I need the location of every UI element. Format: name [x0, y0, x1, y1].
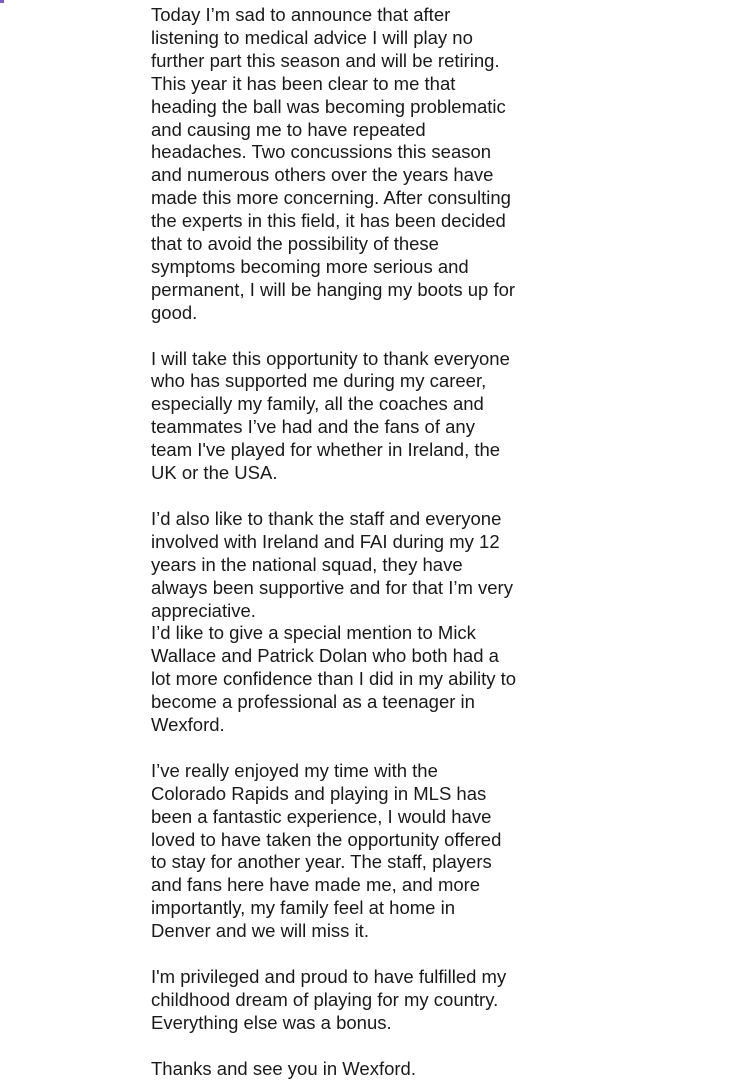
paragraph-spacer: [151, 325, 551, 348]
text-line: and causing me to have repeated: [151, 118, 426, 140]
text-line: Today I’m sad to announce that after: [151, 4, 451, 25]
text-line: childhood dream of playing for my country.: [151, 988, 499, 1010]
text-line: teammates I’ve had and the fans of any: [151, 416, 475, 438]
text-line: I’ve really enjoyed my time with the: [151, 759, 438, 781]
text-line: always been supportive and for that I’m very: [151, 576, 513, 598]
text-line: the experts in this field, it has been decided: [151, 210, 506, 232]
text-line: headaches. Two concussions this season: [151, 141, 492, 163]
text-line: become a professional as a teenager in: [151, 691, 475, 713]
text-line: Colorado Rapids and playing in MLS has: [151, 782, 487, 804]
text-line: This year it has been clear to me that: [151, 72, 456, 94]
text-line: made this more concerning. After consulting: [151, 187, 511, 209]
text-line: heading the ball was becoming problematic: [151, 95, 506, 117]
text-line: involved with Ireland and FAI during my 12: [151, 530, 500, 552]
text-line: especially my family, all the coaches and: [151, 393, 484, 415]
paragraph-thanks-fai: [151, 508, 551, 623]
retirement-statement: [151, 4, 551, 1081]
text-line: team I've played for whether in Ireland, the: [151, 439, 501, 461]
text-line: Wallace and Patrick Dolan who both had a: [151, 645, 499, 667]
paragraph-announcement: [151, 4, 551, 325]
text-line: appreciative.: [151, 599, 256, 621]
text-line: lot more confidence than I did in my ability to: [151, 668, 517, 690]
text-line: Denver and we will miss it.: [151, 920, 369, 942]
text-line: loved to have taken the opportunity offered: [151, 828, 502, 850]
text-line: been a fantastic experience, I would have: [151, 805, 492, 827]
text-line: that to avoid the possibility of these: [151, 233, 439, 255]
text-line: I will take this opportunity to thank everyone: [151, 347, 510, 369]
paragraph-spacer: [151, 943, 551, 966]
text-line: good.: [151, 301, 198, 323]
text-line: I'm privileged and proud to have fulfilled my: [151, 966, 507, 987]
text-line: symptoms becoming more serious and: [151, 255, 469, 277]
text-line: Everything else was a bonus.: [151, 1011, 392, 1033]
corner-accent-mark: [0, 0, 4, 3]
text-line: and numerous others over the years have: [151, 164, 494, 186]
text-line: I’d also like to thank the staff and everyone: [151, 507, 502, 529]
paragraph-signoff: [151, 1058, 551, 1081]
paragraph-thanks-supporters: [151, 348, 551, 485]
text-line: to stay for another year. The staff, players: [151, 851, 492, 873]
text-line: Wexford.: [151, 714, 225, 736]
text-line: Thanks and see you in Wexford.: [151, 1057, 416, 1079]
paragraph-privileged: [151, 966, 551, 1035]
paragraph-spacer: [151, 737, 551, 760]
text-line: and fans here have made me, and more: [151, 874, 481, 896]
paragraph-spacer: [151, 485, 551, 508]
paragraph-special-mention: [151, 622, 551, 737]
paragraph-spacer: [151, 1035, 551, 1058]
text-line: UK or the USA.: [151, 462, 278, 484]
text-line: years in the national squad, they have: [151, 553, 463, 575]
text-line: listening to medical advice I will play no: [151, 26, 473, 48]
text-line: further part this season and will be retiring.: [151, 49, 500, 71]
text-line: who has supported me during my career,: [151, 370, 487, 392]
text-line: I’d like to give a special mention to Mick: [151, 622, 476, 644]
text-line: importantly, my family feel at home in: [151, 897, 455, 919]
text-line: permanent, I will be hanging my boots up for: [151, 278, 516, 300]
paragraph-colorado-rapids: [151, 760, 551, 943]
